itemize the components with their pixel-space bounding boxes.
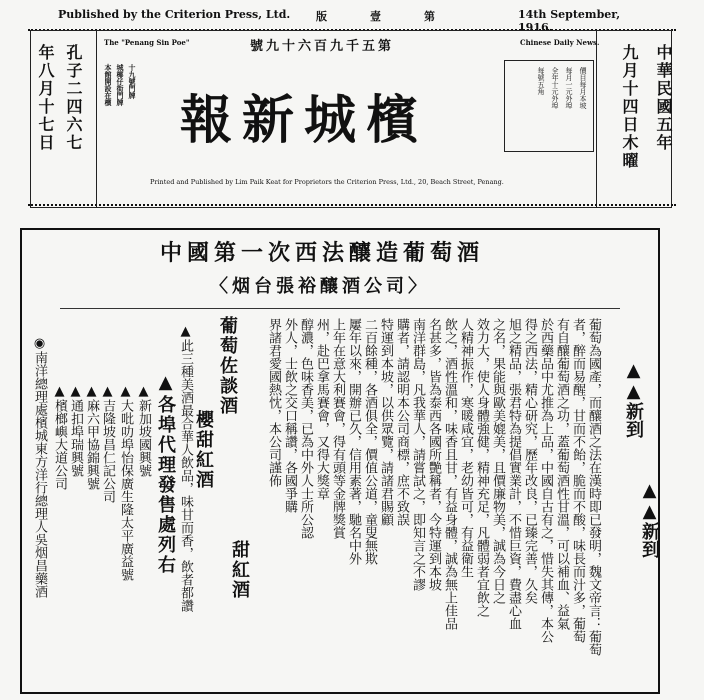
agent-item: ▲通扣埠瑞興號 bbox=[68, 384, 83, 477]
republic-year-col: 中華民國五年 bbox=[654, 44, 673, 152]
ad-body-column: 醇濃，色味香美，已為中外人士所公認 bbox=[298, 318, 313, 539]
price-col-1: 價目每月本坡 bbox=[579, 67, 587, 109]
new-arrival-mark: ▲▲新到 bbox=[623, 360, 644, 438]
address-col-2: 城椰仔街門牌 bbox=[116, 64, 125, 106]
imprint-line: Printed and Published by Lim Paik Keat for Proprietors the Criterion Press, Ltd., 20, Beach Street, Penang. bbox=[150, 178, 504, 186]
agent-item: ▲吉隆坡昌仁記公司 bbox=[100, 384, 115, 503]
product-note: ▲此三種美酒最合華人飲品，味甘而香，飲者都讚 bbox=[178, 324, 193, 612]
ad-body-column: 效力大，使人身體強健，精神充足，凡體弱者宜飲之 bbox=[474, 318, 489, 617]
date-english: 14th September, 1916. bbox=[518, 8, 621, 34]
price-col-3: 全年十元外埠 bbox=[551, 67, 559, 109]
ad-body-column: 人精神振作，寒暖咸宜，老幼皆可，有益衛生 bbox=[458, 318, 473, 578]
price-notice-box bbox=[504, 60, 594, 152]
ad-body-column: 屢年以來，開辦已久，信用素著，馳名中外 bbox=[346, 318, 361, 565]
ad-body-column: 得之西法，精心研究，歷年改良，已臻完善，久矣 bbox=[522, 318, 537, 604]
ad-body-column: 有自釀葡萄酒之功，蓋葡萄酒性甘溫，可以補血、益氣 bbox=[554, 318, 569, 630]
agents-heading: ▲各埠代理發售處列右 bbox=[155, 372, 176, 575]
chinese-daily-news: Chinese Daily News. bbox=[520, 38, 600, 47]
ad-body-column: 南洋群島，凡我華人，請嘗試之，即知言之不謬 bbox=[410, 318, 425, 591]
ad-body-column: 特運到本坡，以供眾覽，請諸君賜顧 bbox=[378, 318, 393, 526]
ad-body-column: 外人，士飲之交口稱讚，各國爭購 bbox=[282, 318, 297, 513]
ad-body-column: 於西藥品中尤推為上品，中國自古有之，惜失其傳，本公 bbox=[538, 318, 553, 643]
agent-item: ▲大吡叻埠怡保廣生隆太平廣益號 bbox=[118, 384, 133, 581]
ad-body-column: 之名，果能與歐美媲美，且價廉物美，誠為今日之 bbox=[490, 318, 505, 604]
agent-item: ▲檳榔嶼大道公司 bbox=[52, 384, 67, 490]
ad-body-column: 者，醉而易醒，甘而不飴，脆而不酸，味長而汁多，葡萄 bbox=[570, 318, 585, 643]
publisher-line: Published by the Criterion Press, Ltd. bbox=[58, 8, 291, 21]
agent-item: ▲麻六甲協錦興號 bbox=[84, 384, 99, 490]
ad-heading: 中國第一次西法釀造葡萄酒 bbox=[160, 241, 485, 266]
ad-body-column: 州，赴巴拿馬賽會，又得大獎章 bbox=[314, 318, 329, 500]
newspaper-title: 報新城檳 bbox=[180, 91, 429, 151]
ad-body-column: 界諸君愛國熱忱，本公司謹佈 bbox=[266, 318, 281, 487]
address-col-1: 本館開設在檳 bbox=[104, 64, 113, 106]
right-divider bbox=[596, 30, 597, 208]
ad-body-column: 上年在意大利賽會，得有頭等金牌獎賞 bbox=[330, 318, 345, 539]
ad-body-column: 名甚多，皆為泰西各國所艷稱者，今特運到本坡 bbox=[426, 318, 441, 591]
ad-body-column: 購者，請認明本公司商標，庶不致誤 bbox=[394, 318, 409, 526]
ad-company: 〈烟台張裕釀酒公司〉 bbox=[210, 276, 430, 297]
ad-body-column: 飲之，酒性溫和，味香且甘，有益身體，誠為無上佳品 bbox=[442, 318, 457, 630]
page-label: 版 壹 第 bbox=[316, 10, 451, 23]
bottom-dotted-rule bbox=[28, 204, 676, 206]
general-agent: ◉南洋總理處檳城東方洋行總理人吳烟昌藥酒 bbox=[32, 336, 47, 598]
weekday-date-col: 九月十四日木曜 bbox=[620, 44, 639, 170]
price-col-4: 每號五角 bbox=[537, 67, 545, 95]
issue-number: 號九十六百九千五第 bbox=[250, 39, 395, 54]
ad-body-text bbox=[240, 318, 600, 678]
publisher-bar bbox=[44, 8, 644, 34]
product-name: 甜紅酒 bbox=[229, 540, 250, 600]
confucius-year-col: 孔子二四六七 bbox=[64, 44, 83, 152]
english-name: The "Penang Sin Poe" bbox=[104, 38, 190, 47]
ad-body-column: 葡萄為國產，而釀酒之法在漢時即已發明，魏文帝言：葡萄 bbox=[586, 318, 601, 656]
price-col-2: 每月一元外埠 bbox=[565, 67, 573, 109]
lunar-date-col: 年八月十七日 bbox=[36, 44, 55, 152]
address-col-3: 十九號門牌 bbox=[128, 64, 137, 99]
product-name: 葡萄佐談酒 bbox=[217, 316, 238, 416]
product-name: 櫻甜紅酒 bbox=[193, 410, 214, 490]
agent-item: ▲新加坡國興號 bbox=[136, 384, 151, 477]
ad-body-column: 二百餘種，各酒俱全，價值公道，童叟無欺 bbox=[362, 318, 377, 565]
left-divider bbox=[96, 30, 97, 208]
new-arrival-mark: ▲▲新到 bbox=[639, 480, 660, 558]
ad-heading-rule bbox=[60, 308, 620, 309]
ad-body-column: 旭之精品，張君特為提倡實業計，不惜巨資，費盡心血 bbox=[506, 318, 521, 630]
